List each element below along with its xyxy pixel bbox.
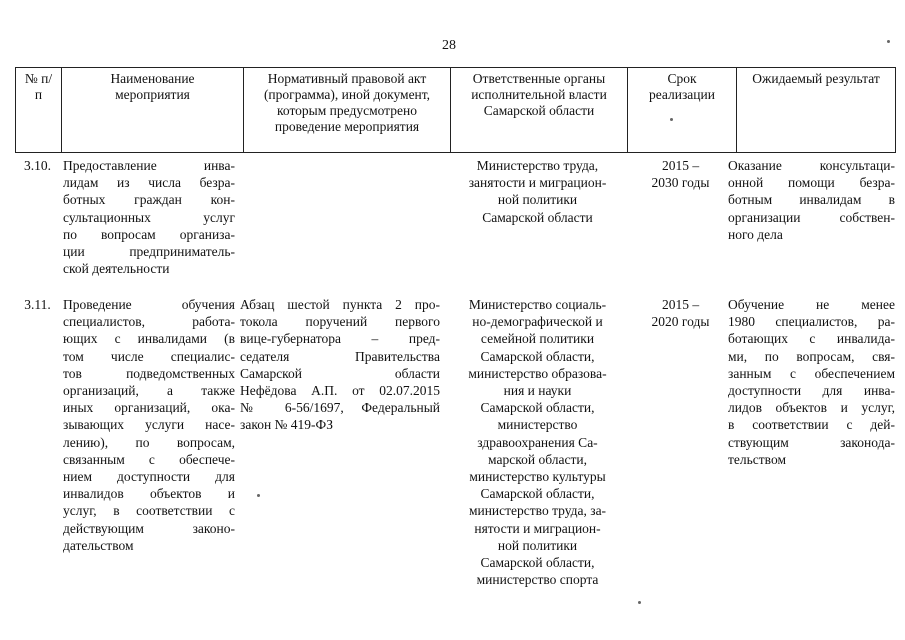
header-act: Нормативный правовой акт (программа), иной документ, которым предусмотрено проведение мероприятия bbox=[243, 68, 450, 152]
text-line: министерство труда, за- bbox=[468, 503, 607, 519]
header-num: № п/п bbox=[24, 71, 53, 102]
text-line: вице-губернатора – пред- bbox=[240, 331, 440, 347]
text-line: ботных граждан кон- bbox=[63, 192, 235, 208]
activity-name bbox=[63, 296, 235, 554]
implementation-term bbox=[626, 157, 735, 191]
header-org: Ответственные органы исполнительной власти Самарской области bbox=[450, 68, 627, 152]
text-line: ми, по вопросам, свя- bbox=[728, 348, 895, 364]
text-line: лидов объектов и услуг, bbox=[728, 400, 895, 416]
page-number: 28 bbox=[442, 38, 456, 53]
text-line: зывающих услуги насе- bbox=[63, 417, 235, 433]
text-line: Министерство социаль- bbox=[468, 297, 607, 312]
expected-result bbox=[728, 157, 895, 243]
text-line: занятости и миграцион- bbox=[468, 175, 607, 191]
text-line: закон № 419-ФЗ bbox=[240, 417, 333, 433]
table-header bbox=[15, 67, 896, 153]
text-line: дательством bbox=[63, 537, 134, 553]
text-line: ющих с инвалидами (в bbox=[63, 331, 235, 347]
text-line: ской деятельности bbox=[63, 261, 170, 277]
text-line: Самарской области, bbox=[480, 555, 595, 571]
text-line: Самарской области, bbox=[480, 400, 595, 416]
text-line: ции предприниматель- bbox=[63, 244, 235, 260]
scan-mark bbox=[257, 494, 260, 497]
text-line: инвалидов объектов и bbox=[63, 486, 235, 502]
text-line: министерство bbox=[497, 417, 578, 433]
text-line: Самарской области, bbox=[480, 348, 595, 364]
expected-result bbox=[728, 296, 895, 468]
text-line: ствующим законода- bbox=[728, 434, 895, 450]
text-line: Оказание консультаци- bbox=[728, 158, 895, 173]
text-line: Самарской области, bbox=[480, 486, 595, 502]
text-line: № 6-56/1697, Федеральный bbox=[240, 400, 440, 416]
text-line: токола поручений первого bbox=[240, 314, 440, 330]
header-term: Срок реализации bbox=[627, 68, 736, 152]
text-line: 2015 – bbox=[661, 158, 700, 173]
legal-act bbox=[240, 296, 440, 434]
text-line: тов подведомственных bbox=[63, 365, 235, 381]
text-line: иных организаций, ока- bbox=[63, 400, 235, 416]
text-line: действующим законо- bbox=[63, 520, 235, 536]
activity-name bbox=[63, 157, 235, 277]
row-number: 3.10. bbox=[24, 158, 51, 173]
text-line: связанным с обеспече- bbox=[63, 451, 235, 467]
text-line: в соответствии с дей- bbox=[728, 417, 895, 433]
text-line: сультационных услуг bbox=[63, 209, 235, 225]
text-line: министерство спорта bbox=[476, 572, 599, 588]
text-line: 2020 годы bbox=[651, 314, 710, 330]
responsible-authority bbox=[449, 157, 626, 226]
text-line: ного дела bbox=[728, 226, 783, 242]
row-number: 3.11. bbox=[24, 297, 51, 312]
text-line: ной политики bbox=[497, 537, 578, 553]
responsible-authority bbox=[449, 296, 626, 588]
text-line: 2030 годы bbox=[651, 175, 710, 191]
text-line: министерство культуры bbox=[469, 469, 606, 485]
text-line: занным с обеспечением bbox=[728, 365, 895, 381]
text-line: Предоставление инва- bbox=[63, 158, 235, 173]
text-line: ботающих с инвалида- bbox=[728, 331, 895, 347]
text-line: Министерство труда, bbox=[476, 158, 599, 173]
text-line: нятости и миграцион- bbox=[474, 520, 601, 536]
implementation-term bbox=[626, 296, 735, 330]
text-line: 1980 специалистов, ра- bbox=[728, 314, 895, 330]
text-line: Проведение обучения bbox=[63, 297, 235, 312]
text-line: Абзац шестой пункта 2 про- bbox=[240, 297, 440, 312]
text-line: здравоохранения Са- bbox=[477, 434, 598, 450]
text-line: лидам из числа безра- bbox=[63, 175, 235, 191]
text-line: ной политики bbox=[497, 192, 578, 208]
text-line: семейной политики bbox=[480, 331, 595, 347]
text-line: Самарской области bbox=[240, 365, 440, 381]
text-line: услуг, в соответствии с bbox=[63, 503, 235, 519]
scan-mark bbox=[887, 40, 890, 43]
header-name: Наименование мероприятия bbox=[61, 68, 243, 152]
text-line: тельством bbox=[728, 451, 786, 467]
scan-mark bbox=[638, 601, 641, 604]
text-line: по вопросам организа- bbox=[63, 226, 235, 242]
text-line: лению), по вопросам, bbox=[63, 434, 235, 450]
text-line: том числе специалис- bbox=[63, 348, 235, 364]
text-line: онной помощи безра- bbox=[728, 175, 895, 191]
header-result: Ожидаемый результат bbox=[736, 68, 895, 152]
text-line: Нефёдова А.П. от 02.07.2015 bbox=[240, 383, 440, 399]
text-line: седателя Правительства bbox=[240, 348, 440, 364]
text-line: но-демографической и bbox=[472, 314, 603, 330]
text-line: организации собствен- bbox=[728, 209, 895, 225]
text-line: ботным инвалидам в bbox=[728, 192, 895, 208]
text-line: Обучение не менее bbox=[728, 297, 895, 312]
text-line: организаций, а также bbox=[63, 383, 235, 399]
text-line: марской области, bbox=[488, 451, 587, 467]
text-line: Самарской области bbox=[482, 209, 593, 225]
text-line: доступности для инва- bbox=[728, 383, 895, 399]
text-line: министерство образова- bbox=[468, 365, 607, 381]
text-line: ния и науки bbox=[503, 383, 572, 399]
text-line: специалистов, работа- bbox=[63, 314, 235, 330]
text-line: 2015 – bbox=[661, 297, 700, 312]
text-line: нием доступности для bbox=[63, 469, 235, 485]
